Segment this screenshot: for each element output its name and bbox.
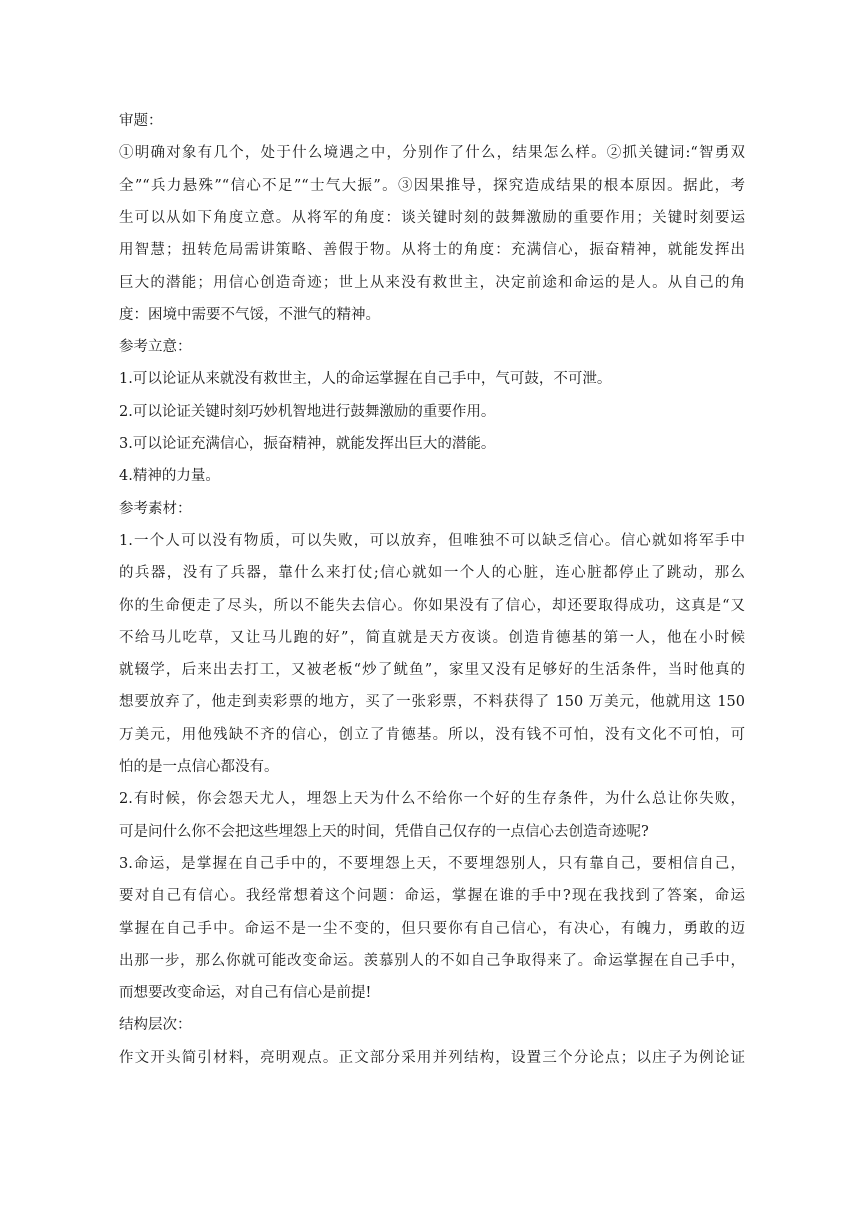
text-line: 出那一步，那么你就可能改变命运。羡慕别人的不如自己争取得来了。命运掌握在自己手中， bbox=[119, 952, 745, 969]
text-line: 可是问什么你不会把这些埋怨上天的时间，凭借自己仅存的一点信心去创造奇迹呢? bbox=[119, 823, 649, 840]
text-line: 审题： bbox=[119, 113, 163, 129]
text-line: 度：困境中需要不气馁，不泄气的精神。 bbox=[119, 306, 380, 323]
text-line: 要对自己有信心。我经常想着这个问题：命运，掌握在谁的手中?现在我找到了答案，命运 bbox=[119, 888, 745, 905]
text-line: 1.可以论证从来就没有救世主，人的命运掌握在自己手中，气可鼓，不可泄。 bbox=[119, 371, 612, 388]
text-line: 巨大的潜能；用信心创造奇迹；世上从来没有救世主，决定前途和命运的是人。从自己的角 bbox=[119, 274, 745, 291]
text-line: 作文开头简引材料，亮明观点。正文部分采用并列结构，设置三个分论点；以庄子为例论证 bbox=[119, 1049, 745, 1066]
text-line: 参考素材： bbox=[119, 500, 192, 517]
text-line: 结构层次： bbox=[119, 1017, 192, 1034]
text-line: 用智慧；扭转危局需讲策略、善假于物。从将士的角度：充满信心，振奋精神，就能发挥出 bbox=[119, 242, 745, 259]
text-line: 而想要改变命运，对自己有信心是前提! bbox=[119, 985, 372, 1002]
text-line: 不给马儿吃草，又让马儿跑的好”，简直就是天方夜谈。创造肯德基的第一人，他在小时候 bbox=[119, 629, 745, 646]
text-line: 生可以从如下角度立意。从将军的角度：谈关键时刻的鼓舞激励的重要作用；关键时刻要运 bbox=[119, 209, 745, 226]
text-line: 掌握在自己手中。命运不是一尘不变的，但只要你有自己信心，有决心，有魄力，勇敢的迈 bbox=[119, 920, 745, 937]
text-line: 你的生命便走了尽头，所以不能失去信心。你如果没有了信心，却还要取得成功，这真是“又 bbox=[119, 597, 745, 614]
text-line: 的兵器，没有了兵器，靠什么来打仗;信心就如一个人的心脏，连心脏都停止了跳动，那么 bbox=[119, 565, 745, 582]
text-line: 4.精神的力量。 bbox=[119, 468, 220, 485]
text-line: 全”“兵力悬殊”“信心不足”“士气大振”。③因果推导，探究造成结果的根本原因。据此，考 bbox=[119, 177, 745, 194]
text-line: 1.一个人可以没有物质，可以失败，可以放弃，但唯独不可以缺乏信心。信心就如将军手中 bbox=[119, 532, 745, 549]
text-line: 3.可以论证充满信心，振奋精神，就能发挥出巨大的潜能。 bbox=[119, 436, 496, 452]
text-line: ①明确对象有几个，处于什么境遇之中，分别作了什么，结果怎么样。②抓关键词:“智勇双 bbox=[119, 145, 745, 162]
text-line: 2.可以论证关键时刻巧妙机智地进行鼓舞激励的重要作用。 bbox=[119, 403, 496, 420]
text-line: 就辍学，后来出去打工，又被老板“炒了鱿鱼”，家里又没有足够好的生活条件，当时他真的 bbox=[119, 662, 745, 679]
text-line: 怕的是一点信心都没有。 bbox=[119, 759, 279, 775]
text-line: 想要放弃了，他走到卖彩票的地方，买了一张彩票，不料获得了 150 万美元，他就用这 150 bbox=[119, 694, 745, 711]
text-line: 2.有时候，你会怨天尤人，埋怨上天为什么不给你一个好的生存条件，为什么总让你失败， bbox=[119, 791, 745, 808]
text-line: 3.命运，是掌握在自己手中的，不要埋怨上天，不要埋怨别人，只有靠自己，要相信自己， bbox=[119, 855, 745, 872]
text-line: 参考立意： bbox=[119, 339, 192, 356]
text-line: 万美元，用他残缺不齐的信心，创立了肯德基。所以，没有钱不可怕，没有文化不可怕，可 bbox=[119, 726, 745, 743]
